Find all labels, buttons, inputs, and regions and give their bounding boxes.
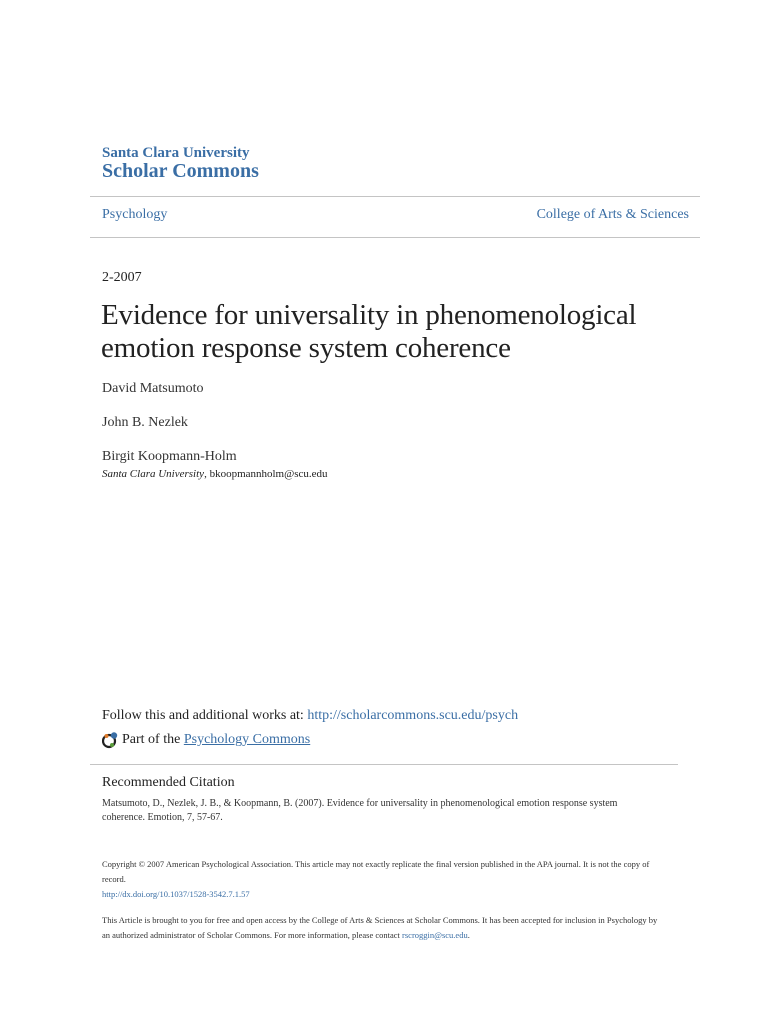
university-name[interactable]: Santa Clara University [102, 145, 250, 161]
access-text: This Article is brought to you for free and open access by the College of Arts & Sciences at Scholar Commons. It has been accepted for inclusion in Psychology by an authorized administrator of Scholar Commons. For more information, please contact [102, 915, 658, 940]
access-end: . [467, 930, 470, 940]
psychology-commons-link[interactable]: Psychology Commons [183, 732, 311, 747]
author-1: David Matsumoto [102, 381, 204, 396]
access-notice [102, 913, 662, 943]
article-title: Evidence for universality in phenomenological emotion response system coherence [101, 299, 637, 364]
recommended-citation-text: Matsumoto, D., Nezlek, J. B., & Koopmann, B. (2007). Evidence for universality in phenomenological emotion response system coherence. Emotion, 7, 57-67. [102, 798, 618, 823]
publication-date: 2-2007 [102, 270, 142, 285]
recommended-citation-heading: Recommended Citation [102, 775, 235, 790]
affiliation-institution: Santa Clara University [102, 468, 205, 480]
copyright-notice [102, 857, 662, 902]
doi-link[interactable]: http://dx.doi.org/10.1037/1528-3542.7.1.57 [102, 889, 250, 899]
follow-line [102, 708, 518, 724]
author-3: Birgit Koopmann-Holm [102, 449, 237, 464]
copyright-text: Copyright © 2007 American Psychological Association. This article may not exactly replicate the final version published in the APA journal. It is not the copy of record. [102, 859, 650, 884]
part-of-line [102, 731, 310, 749]
department-link[interactable]: Psychology [102, 207, 168, 222]
college-link[interactable]: College of Arts & Sciences [536, 207, 689, 222]
follow-url-link[interactable]: http://scholarcommons.scu.edu/psych [307, 708, 519, 723]
author-affiliation [102, 468, 328, 480]
divider-nav [90, 237, 700, 238]
divider-top [90, 196, 700, 197]
divider-citation [90, 764, 678, 765]
partof-label: Part of the [122, 732, 181, 747]
author-2: John B. Nezlek [102, 415, 188, 430]
repository-name[interactable]: Scholar Commons [102, 160, 259, 182]
bepress-network-icon [102, 731, 120, 749]
follow-label: Follow this and additional works at: [102, 708, 308, 723]
affiliation-email: , bkoopmannholm@scu.edu [204, 468, 328, 480]
contact-email-link[interactable]: rscroggin@scu.edu [402, 930, 468, 940]
